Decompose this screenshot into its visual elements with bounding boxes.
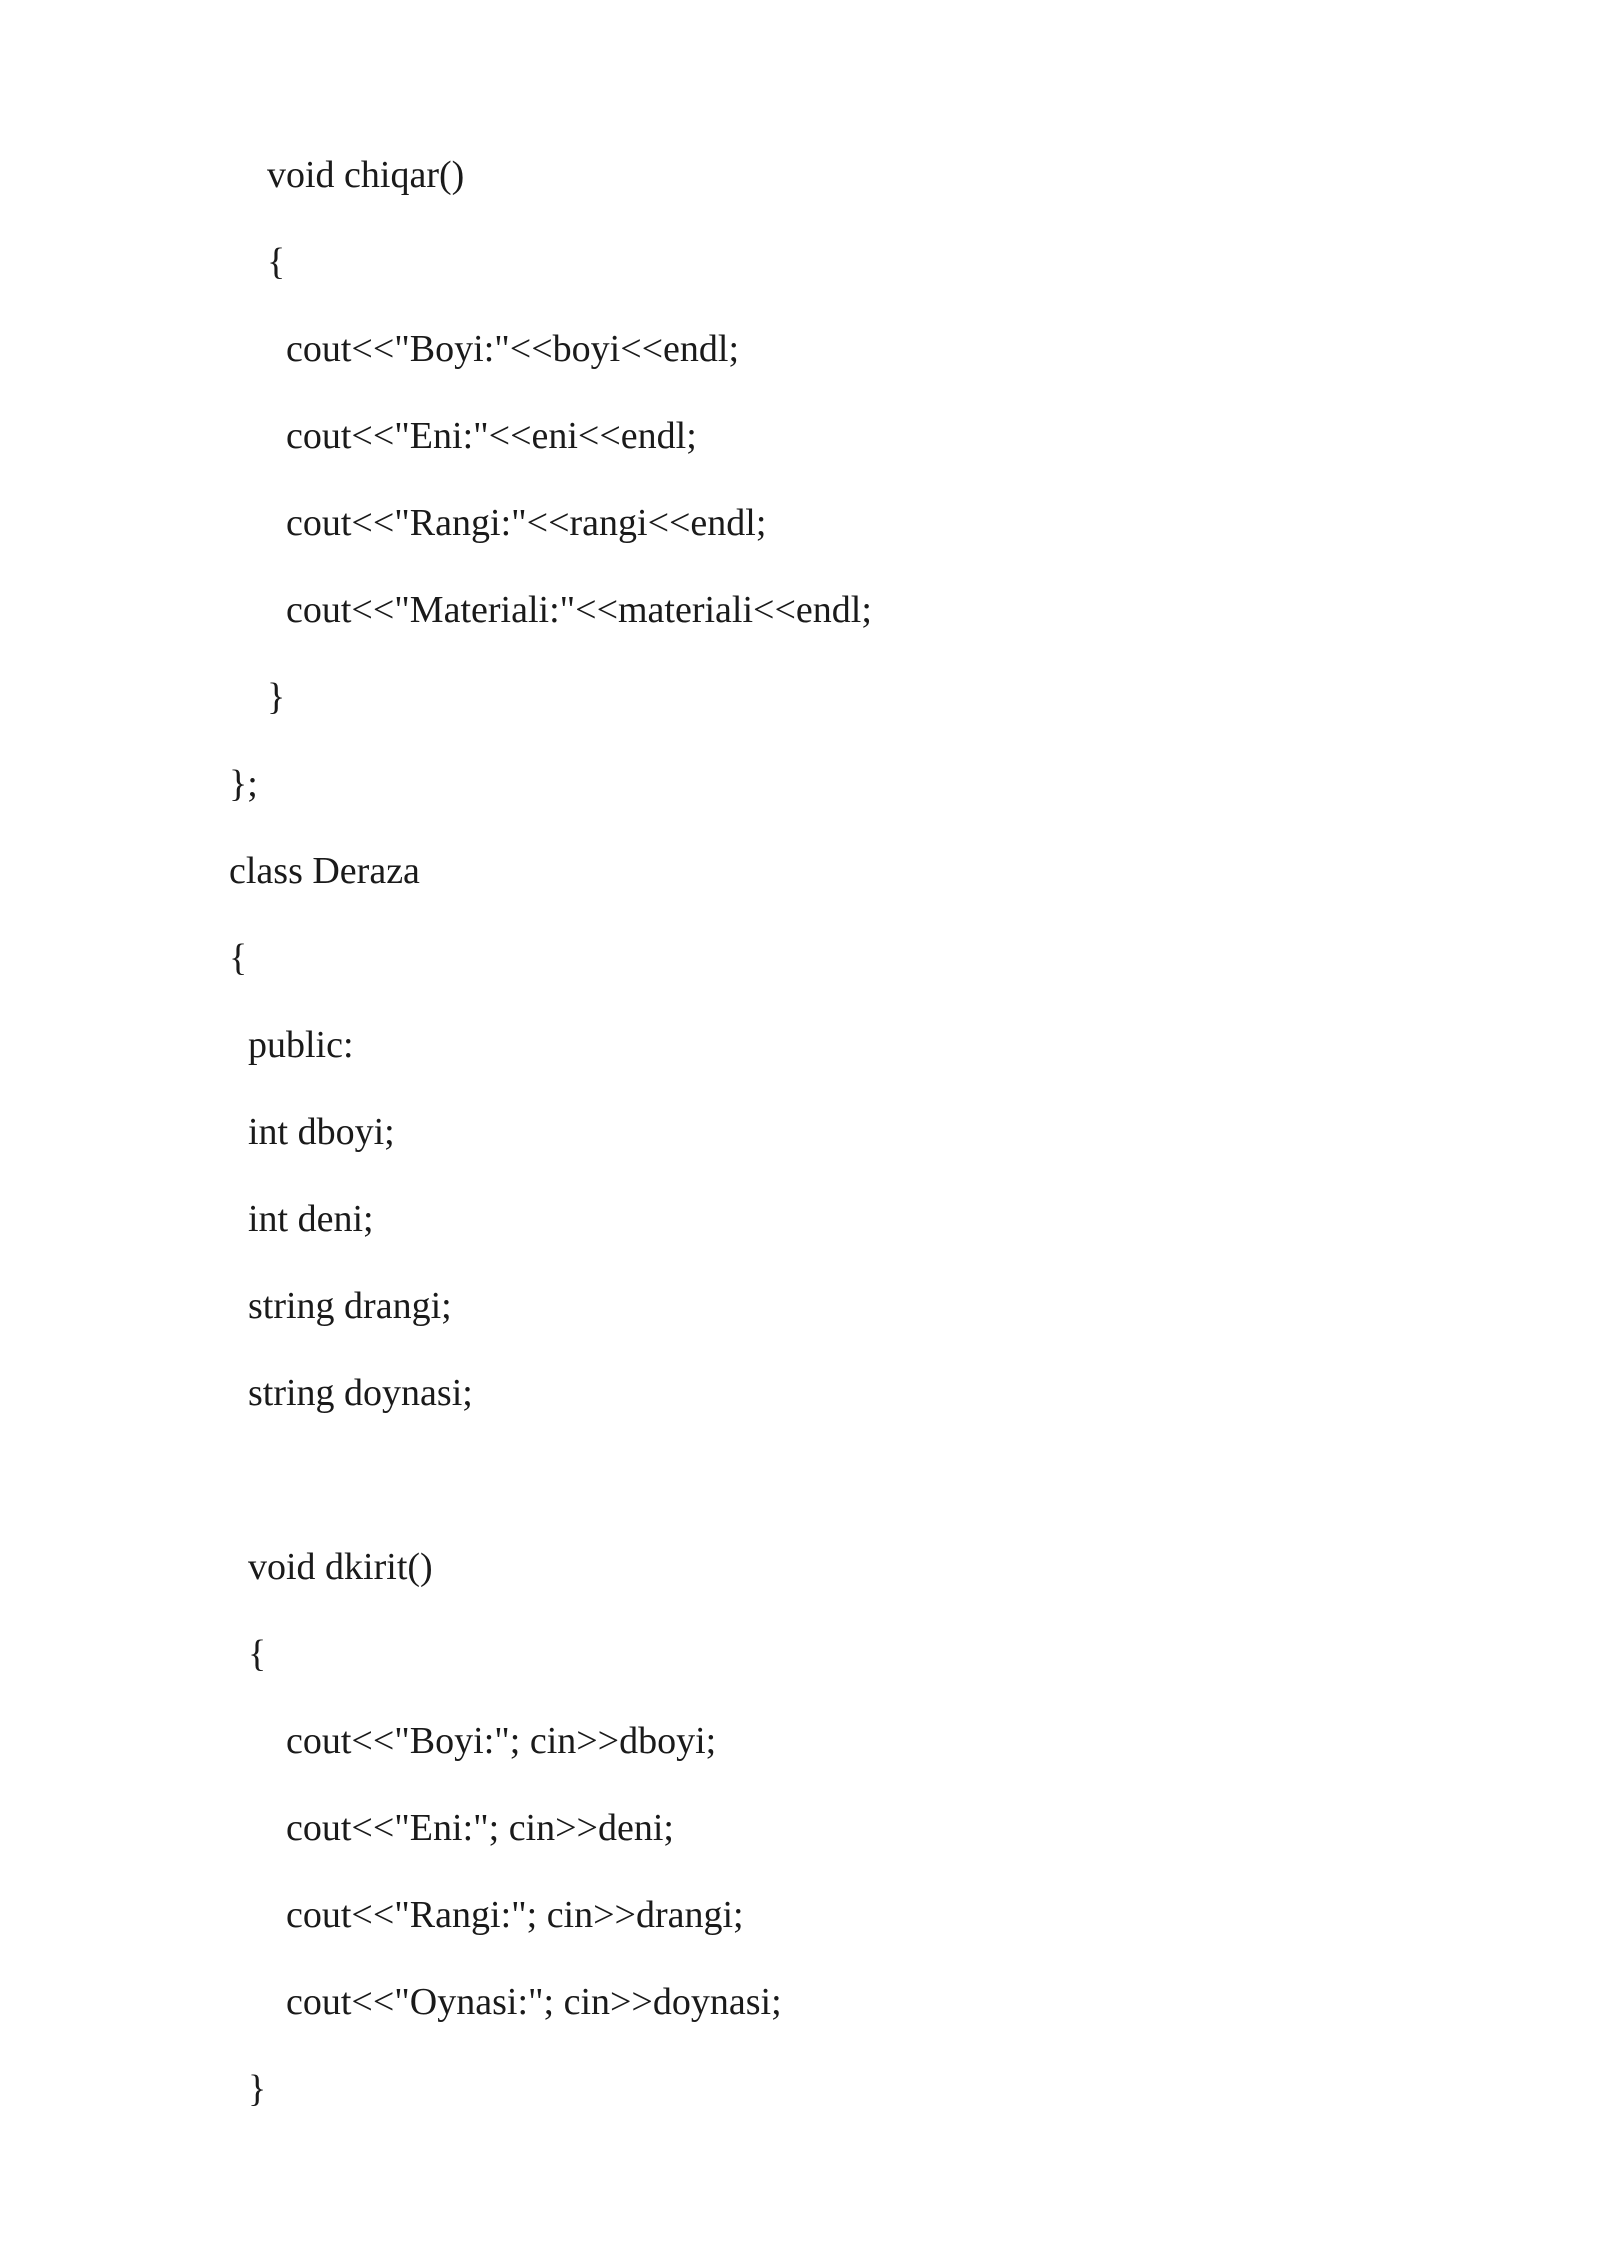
code-line: cout<<"Rangi:"<<rangi<<endl;: [286, 502, 767, 544]
code-line: cout<<"Rangi:"; cin>>drangi;: [286, 1894, 744, 1936]
code-line: }: [267, 676, 286, 718]
code-line: {: [248, 1633, 267, 1675]
code-line: cout<<"Boyi:"; cin>>dboyi;: [286, 1720, 717, 1762]
code-line: class Deraza: [229, 850, 420, 892]
code-line: void dkirit(): [248, 1546, 433, 1588]
code-line: string drangi;: [248, 1285, 452, 1327]
code-line: int dboyi;: [248, 1111, 395, 1153]
code-line: cout<<"Eni:"; cin>>deni;: [286, 1807, 674, 1849]
code-line: void chiqar(): [267, 154, 465, 196]
code-line: int deni;: [248, 1198, 374, 1240]
code-line: {: [267, 241, 286, 283]
code-line: cout<<"Eni:"<<eni<<endl;: [286, 415, 697, 457]
code-line: }: [248, 2068, 267, 2110]
code-line: cout<<"Boyi:"<<boyi<<endl;: [286, 328, 740, 370]
code-line: cout<<"Oynasi:"; cin>>doynasi;: [286, 1981, 782, 2023]
code-line: {: [229, 937, 248, 979]
code-line: cout<<"Materiali:"<<materiali<<endl;: [286, 589, 872, 631]
code-line: string doynasi;: [248, 1372, 473, 1414]
code-line: public:: [248, 1024, 354, 1066]
code-line: };: [229, 763, 258, 805]
